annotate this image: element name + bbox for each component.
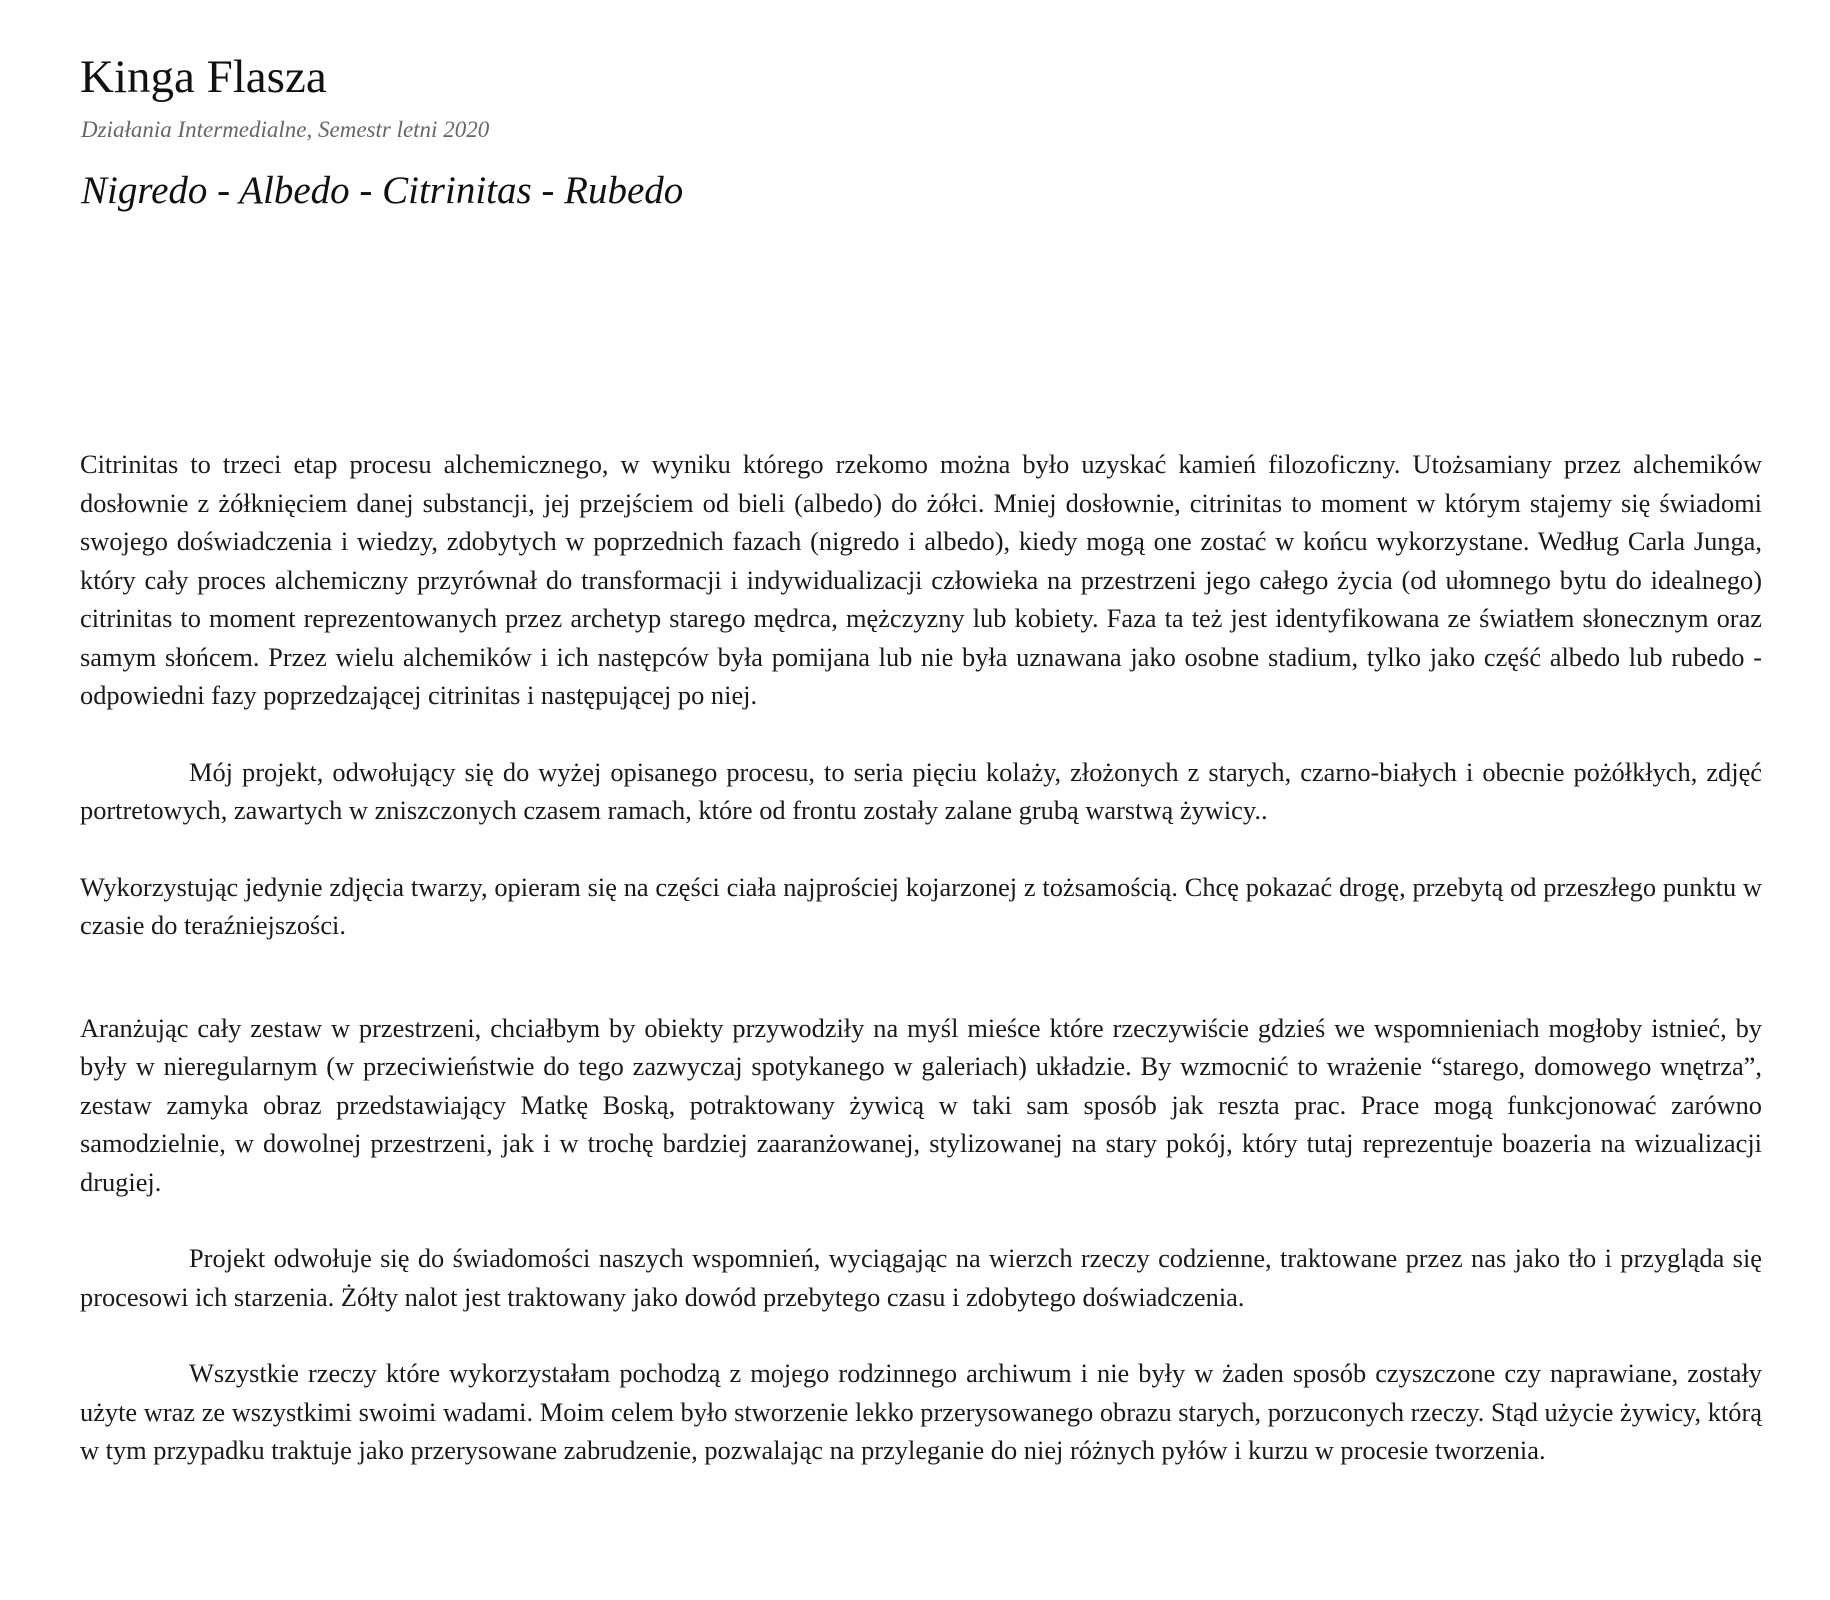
paragraph-gap <box>80 945 1762 1009</box>
paragraph-gap <box>80 830 1762 868</box>
paragraph-gap <box>80 715 1762 753</box>
course-subtitle: Działania Intermedialne, Semestr letni 2020 <box>81 117 490 142</box>
paragraph-citrinitas: Citrinitas to trzeci etap procesu alchemicznego, w wyniku którego rzekomo można było uzyskać kamień filozoficzny. Utożsamiany przez alchemików dosłownie z żółknięciem danej substancji, jej przejściem od bieli (albedo) do żółci. Mniej dosłownie, citrinitas to moment w którym stajemy się świadomi swojego doświadczenia i wiedzy, zdobytych w poprzednich fazach (nigredo i albedo), kiedy mogą one zostać w końcu wykorzystane. Według Carla Junga, który cały proces alchemiczny przyrównał do transformacji i indywidualizacji człowieka na przestrzeni jego całego życia (od ułomnego bytu do idealnego) citrinitas to moment reprezentowanych przez archetyp starego mędrca, mężczyzny lub kobiety. Faza ta też jest identyfikowana ze światłem słonecznym oraz samym słońcem. Przez wielu alchemików i ich następców była pomijana lub nie była uznawana jako osobne stadium, tylko jako część albedo lub rubedo - odpowiedni fazy poprzedzającej citrinitas i następującej po niej. <box>80 449 1762 710</box>
paragraph-gap <box>80 1201 1762 1239</box>
paragraph-faces: Wykorzystując jedynie zdjęcia twarzy, opieram się na części ciała najprościej kojarzonej z tożsamością. Chcę pokazać drogę, przebytą od przeszłego punktu w czasie do teraźniejszości. <box>80 871 1762 940</box>
paragraph-archive: Wszystkie rzeczy które wykorzystałam pochodzą z mojego rodzinnego archiwum i nie były w żaden sposób czyszczone czy naprawiane, zostały użyte wraz ze wszystkimi swoimi wadami. Moim celem było stworzenie lekko przerysowanego obrazu starych, porzuconych rzeczy. Stąd użycie żywicy, którą w tym przypadku traktuje jako przerysowane zabrudzenie, pozwalając na przyleganie do niej różnych pyłów i kurzu w procesie tworzenia. <box>80 1358 1762 1465</box>
paragraph-project: Mój projekt, odwołujący się do wyżej opisanego procesu, to seria pięciu kolaży, złożonych z starych, czarno-białych i obecnie pożółkłych, zdjęć portretowych, zawartych w zniszczonych czasem ramach, które od frontu zostały zalane grubą warstwą żywicy.. <box>80 756 1762 825</box>
author-name: Kinga Flasza <box>80 51 327 103</box>
body-text <box>80 445 1762 1470</box>
paragraph-memories: Projekt odwołuje się do świadomości naszych wspomnień, wyciągając na wierzch rzeczy codzienne, traktowane przez nas jako tło i przygląda się procesowi ich starzenia. Żółty nalot jest traktowany jako dowód przebytego czasu i zdobytego doświadczenia. <box>80 1243 1762 1312</box>
paragraph-gap <box>80 1316 1762 1354</box>
paragraph-arrangement: Aranżując cały zestaw w przestrzeni, chciałbym by obiekty przywodziły na myśl mieśce które rzeczywiście gdzieś we wspomnieniach mogłoby istnieć, by były w nieregularnym (w przeciwieństwie do tego zazwyczaj spotykanego w galeriach) układzie. By wzmocnić to wrażenie “starego, domowego wnętrza”, zestaw zamyka obraz przedstawiający Matkę Boską, potraktowany żywicą w taki sam sposób jak reszta prac. Prace mogą funkcjonować zarówno samodzielnie, w dowolnej przestrzeni, jak i w trochę bardziej zaaranżowanej, stylizowanej na stary pokój, który tutaj reprezentuje boazeria na wizualizacji drugiej. <box>80 1012 1762 1197</box>
work-title: Nigredo - Albedo - Citrinitas - Rubedo <box>81 169 684 212</box>
